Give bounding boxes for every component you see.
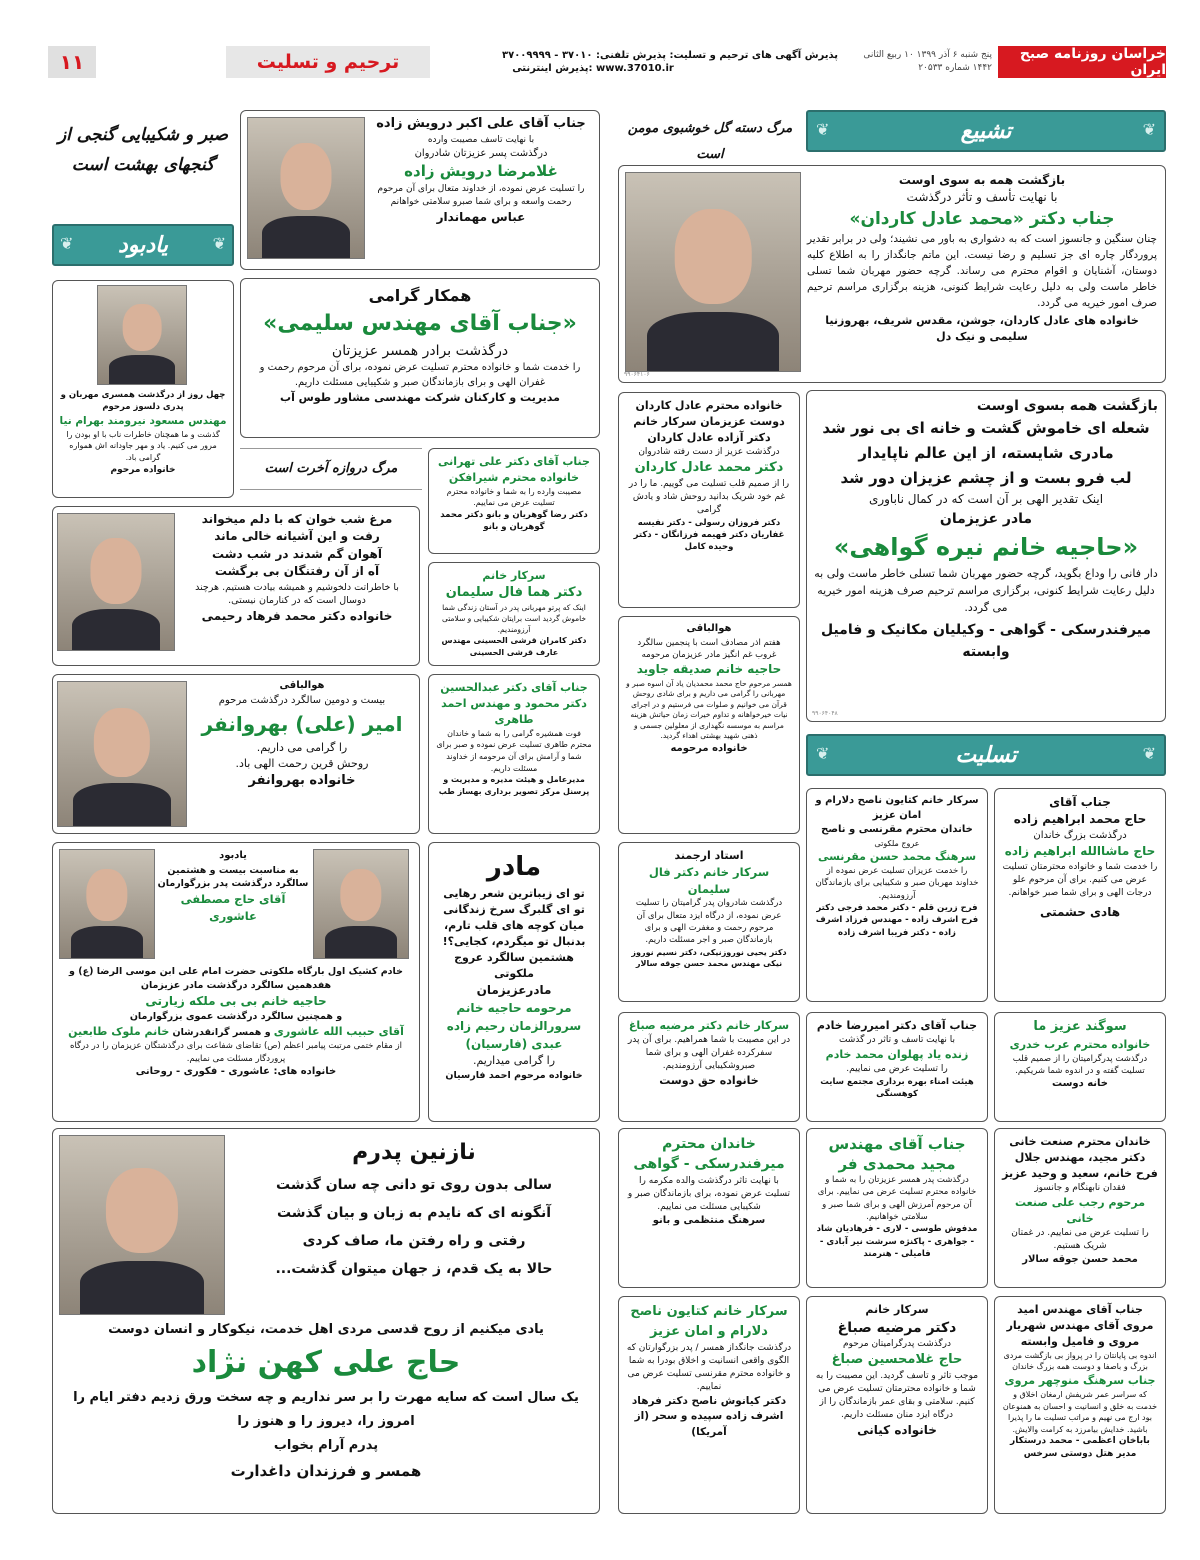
ad-text: در این مصیبت با شما همراهیم. برای آن پدر سفرکرده غفران الهی و برای شما صبروشکیبایی آرزومندیم. bbox=[627, 1034, 791, 1072]
page-header bbox=[48, 46, 1166, 78]
recipient-name: دکتر مرضیه صباغ bbox=[837, 1319, 957, 1336]
ad-text: از مقام ختمی مرتبت پیامبر اعظم (ص) تقاضای شفاعت برای درگذشتگان عزیزمان را در درگاه پروردگار مسئلت می نماییم. bbox=[69, 1041, 402, 1064]
ad-line: چهل روز از درگذشت همسری مهربان و پدری دلسوز مرحوم bbox=[60, 390, 226, 413]
right-ornament-icon: ❦ bbox=[1142, 744, 1156, 763]
ad-signature: باباخان اعظمی - محمد درستکار مدیر هتل دوستی سرخس bbox=[1010, 1436, 1150, 1460]
ad-text: با خاطراتت دلخوشیم و همیشه بیادت هستیم. هرچند دوسال است که در کنارمان نیستی. bbox=[195, 581, 399, 607]
ad-text: را تسلیت عرض نموده، از خداوند متعال برای آن مرحوم رحمت واسعه و برای شما صبرو سلامتی خواهانم bbox=[377, 184, 585, 208]
ad-text: را خدمت عزیزان تسلیت عرض نموده از خداوند مهربان صبر و شکیبایی برای بازماندگان آرزومندیم. bbox=[815, 866, 979, 901]
ad-line: به مناسبت بیست و هشتمین سالگرد درگذشت پدر بزرگوارمان bbox=[157, 864, 309, 890]
ad-line: همکار گرامی bbox=[368, 286, 472, 305]
poem-line: رفتی و راه رفتن ما، صاف کردی bbox=[302, 1233, 526, 1249]
yadbood-label: یادبود bbox=[118, 232, 168, 258]
recipient-name: جناب آقای علی اکبر درویش زاده bbox=[376, 116, 586, 131]
ad-signature: مدفوش طوسی - لاری - فرهادیان شاد - جواهری - پاکنژه سرشت نیر آبادی - فامیلی - هنرمند bbox=[816, 1224, 978, 1259]
ad-marvi bbox=[994, 1296, 1166, 1514]
tasliyat-label: تسلیت bbox=[955, 742, 1017, 768]
ad-text: هفتم اذر مصادف است با پنجمین سالگرد غروب غم انگیز مادر عزیزمان مرحومه bbox=[637, 637, 781, 660]
right-ornament-icon: ❦ bbox=[1142, 120, 1156, 139]
ad-soleyman-teacher bbox=[618, 842, 800, 1002]
ad-text: را خدمت شما و خانواده محترمتان تسلیت عرض می کنیم. برای آن مرحوم علو درجات الهی و برای شما صبر خواهانم. bbox=[1002, 861, 1158, 898]
photo-deceased bbox=[59, 1135, 225, 1315]
recipient-name: سرکار خانم دکتر فال سلیمان bbox=[648, 864, 770, 896]
ad-signature: میرفندرسکی - گواهی - وکیلیان مکانیک و فامیل وابسته bbox=[820, 621, 1152, 660]
ad-sabagh-kiani bbox=[806, 1296, 988, 1514]
ad-line: یادبود bbox=[219, 850, 247, 861]
ad-line: مادرعزیزمان bbox=[476, 982, 552, 997]
photo-deceased-2 bbox=[59, 849, 155, 959]
ad-line: خانواده محترم شیرافکن bbox=[448, 470, 580, 484]
ad-javid-anniversary bbox=[618, 616, 800, 834]
deceased-name: دکتر محمد عادل کاردان bbox=[634, 459, 784, 475]
ad-signature: خانواده بهروانفر bbox=[248, 772, 356, 788]
deceased-name: جناب سرهنگ منوچهر مروی bbox=[1004, 1374, 1156, 1387]
recipient-name: جناب آقای مهندس امید مروی آقای مهندس شهریار مروی و فامیل وابسته bbox=[1006, 1303, 1154, 1348]
ad-line: فقدان نابهنگام و جانسوز bbox=[1034, 1182, 1126, 1193]
ad-line: را گرامی می داریم. bbox=[256, 741, 348, 754]
recipient-name: حاج محمد ابراهیم زاده bbox=[1013, 812, 1147, 827]
ad-line: سرکار خانم bbox=[865, 1303, 929, 1316]
ad-signature: خانواده کیانی bbox=[857, 1423, 937, 1438]
ad-line: جناب آقای bbox=[1049, 795, 1111, 809]
ad-salimi bbox=[240, 278, 600, 438]
ad-signature: سرهنگ منتظمی و بانو bbox=[652, 1214, 766, 1226]
ad-title: نازنین پدرم bbox=[352, 1140, 476, 1165]
recipient-name: سرکار خانم دکتر مرضیه صباغ bbox=[628, 1019, 790, 1032]
poem-line: تو ای گلبرگ سرخ زندگانی bbox=[443, 902, 585, 916]
ad-line: خاندان محترم صنعت خانی bbox=[1009, 1135, 1151, 1148]
ad-signature: دکتر کیانوش ناصح دکتر فرهاد اشرف زاده سپیده و سحر (از آمریکا) bbox=[631, 1395, 787, 1438]
recipient-name: سرکار خانم کتایون ناصح دلارام و امان عزیز bbox=[630, 1304, 788, 1339]
ad-text: را تسلیت عرض می نماییم. bbox=[846, 1063, 948, 1074]
right-ornament-icon: ❦ bbox=[212, 234, 226, 253]
ad-arab-khedri bbox=[994, 1012, 1166, 1122]
poem-line: آنگونه ای که نایدم به زبان و بیان گذشت bbox=[276, 1205, 552, 1221]
ad-taheri bbox=[428, 674, 600, 834]
headline-patience-treasure: صبر و شکیبایی گنجی از گنجهای بهشت است bbox=[52, 110, 234, 216]
ad-text: و همسر گرانقدرشان bbox=[172, 1026, 271, 1038]
yadbood-banner bbox=[52, 224, 234, 266]
deceased-name: غلامرضا درویش زاده bbox=[404, 162, 558, 181]
ad-signature: دکتر یحیی نوروزنیکی، دکتر نسیم نوروز نیکی مهندس محمد حسن جوقه سالار bbox=[631, 947, 787, 969]
deceased-name: حاج غلامحسین صباغ bbox=[831, 1352, 963, 1368]
ad-kardan-friends bbox=[618, 392, 800, 608]
ad-signature: محمد حسن جوقه سالار bbox=[1022, 1253, 1138, 1265]
page-number: ۱۱ bbox=[48, 46, 96, 78]
ad-text: موجب تاثر و تاسف گردید. این مصیبت را به شما و خانواده محترمتان تسلیت عرض می کنیم. سلامتی و بقای عمر بازماندگان را از درگاه ایزد منان مسئلت داریم. bbox=[815, 1371, 979, 1421]
deceased-name: آقای حبیب الله عاشوری bbox=[273, 1024, 404, 1038]
newspaper-logo: خراسان روزنامه صبح ایران bbox=[998, 46, 1166, 78]
ad-kardan-funeral: بازگشت همه به سوی اوست با نهایت تأسف و تأثر درگذشت جناب دکتر «محمد عادل کاردان» چنان سنگین و جانسوز است که به دشواری به باور می نشیند؛ ولی در برابر تقدیر پروردگار چاره ای جز تسلیم و رضا نیست. این ماتم جانگداز را به اطلاع کلیه دوستان، آشنایان و اقوام محترم می رساند. گرچه حضور مهربان شما تسلی خاطر ماست ولی به دلیل رعایت شرایط کنونی، هزینه برگزاری مراسم ترحیم صرف امور خیریه می گردد. خانواده های عادل کاردان، جوشن، مقدس شریف، بهروزنیا سلیمی و نیک دل ۹۹۰۶۴۱۰۶ bbox=[618, 165, 1166, 383]
ad-line: اینک تقدیر الهی بر آن است که در کمال ناباوری bbox=[868, 492, 1104, 507]
ad-line: درگذشت عزیز از دست رفته شادروان bbox=[638, 446, 780, 457]
ad-signature: خانواده های عادل کاردان، جوشن، مقدس شریف، بهروزنیا سلیمی و نیک دل bbox=[825, 313, 1139, 343]
photo-deceased bbox=[57, 513, 175, 651]
ad-line: روحش قرین رحمت الهی باد. bbox=[235, 756, 369, 770]
poem-line: حالا به یک قدم، ز جهان میتوان گذشت... bbox=[275, 1261, 553, 1277]
recipient-name: جناب آقای مهندس مجید محمدی فر bbox=[828, 1135, 966, 1173]
ad-text: مصیبت وارده را به شما و خانواده محترم تسلیت عرض می نماییم. bbox=[446, 486, 582, 508]
poem-line: مرغ شب خوان که با دلم میخواند bbox=[201, 512, 393, 526]
poem-line: بدنبال تو میگردم، کجایی؟! bbox=[442, 934, 586, 948]
ad-text: امروز را، دیروز را و هنوز را bbox=[237, 1413, 415, 1429]
ad-line: بازگشت همه به سوی اوست bbox=[898, 173, 1066, 187]
ad-signature: همسر و فرزندان داغدارت bbox=[230, 1461, 422, 1480]
deceased-name: سرهنگ محمد حسن مقرنسی bbox=[817, 850, 977, 864]
ad-text: که سراسر عمر شریفش ارمغان اخلاق و خدمت به خلق و انسانیت و احسان به همنوعان بود ارج می نهیم و مراتب تسلیت ما را پذیرا باشید. خدایش بیامرزد به کرامت والایش. bbox=[1002, 1389, 1158, 1434]
deceased-name: حاجیه خانم بی بی ملکه زیارتی bbox=[145, 993, 327, 1008]
ad-line: با نهایت تاسف مصیبت وارده bbox=[427, 134, 535, 145]
ad-line: بازگشت همه بسوی اوست bbox=[976, 398, 1158, 414]
ad-naseh-moghrensi bbox=[806, 788, 988, 1002]
poem-line: سالی بدون روی تو دانی چه سان گذشت bbox=[276, 1177, 552, 1193]
deceased-name: امیر (علی) بهروانفر bbox=[201, 712, 403, 736]
deceased-name: حاجیه خانم صدیقه جاوید bbox=[636, 662, 782, 677]
ad-line: را گرامی میداریم. bbox=[472, 1054, 556, 1068]
ad-line: درگذشت پدرگرامیتان مرحوم bbox=[843, 1339, 951, 1350]
ad-line: بیست و دومین سالگرد درگذشت مرحوم bbox=[218, 694, 386, 706]
ad-khadem bbox=[806, 1012, 988, 1122]
ad-line: خاندان محترم مقرنسی و ناصح bbox=[821, 824, 973, 835]
ad-line: هشتمین سالگرد عروج ملکوتی bbox=[454, 950, 574, 980]
photo-deceased bbox=[97, 285, 187, 385]
ad-line: سوگند عزیز ما bbox=[1033, 1019, 1127, 1034]
ad-mirfendereski bbox=[618, 1128, 800, 1288]
ad-ashouri bbox=[52, 842, 420, 1122]
deceased-name: «حاجیه خانم نیره گواهی» bbox=[833, 532, 1139, 561]
ad-text: فوت همشیره گرامی را به شما و خاندان محترم طاهری تسلیت عرض نموده و صبر برای شما و آرامش برای آن مرحومه از خداوند مسئلت داریم. bbox=[436, 728, 592, 773]
ad-line: یادی میکنیم از روح قدسی مردی اهل خدمت، نیکوکار و انسان دوست bbox=[108, 1322, 544, 1337]
ad-madar-farsian bbox=[428, 842, 600, 1122]
ad-text: گذشت و ما همچنان خاطرات ناب با او بودن را مرور می کنیم. یاد و مهر جاودانه اش همواره گرامی باد. bbox=[66, 429, 220, 463]
recipient-name: خانواده محترم عرب خدری bbox=[1009, 1037, 1151, 1051]
deceased-name: مهندس مسعود نیرومند بهرام نیا bbox=[59, 414, 227, 427]
ad-kohannejad bbox=[52, 1128, 600, 1514]
ad-text: و همچنین سالگرد درگذشت عموی بزرگوارمان bbox=[129, 1010, 343, 1022]
recipient-name: میرفندرسکی - گواهی bbox=[633, 1156, 785, 1173]
ad-line: خانواده محترم عادل کاردان bbox=[635, 399, 783, 412]
recipient-name: جناب آقای دکتر عبدالحسین bbox=[440, 681, 588, 694]
ad-reception-phone: پذیرش آگهی های ترحیم و تسلیت: پذیرش تلفنی: ۳۷۰۱۰ - ۳۷۰۰۹۹۹۹ bbox=[502, 50, 838, 61]
ad-text: درگذشت پدرگرامیتان را از صمیم قلب تسلیت گفته و در اندوه شما شریکیم. bbox=[1012, 1053, 1148, 1077]
ad-signature: خانواده مرحوم bbox=[110, 464, 176, 475]
recipient-name: «جناب آقای مهندس سلیمی» bbox=[263, 311, 577, 337]
ad-line: عروج ملکوتی bbox=[874, 838, 920, 848]
ad-bahramnia bbox=[52, 280, 234, 498]
photo-deceased bbox=[247, 117, 365, 259]
left-ornament-icon: ❦ bbox=[816, 744, 830, 763]
ad-signature: دکتر کامران قرشی الحسینی مهندس عارف قرشی الحسینی bbox=[441, 636, 587, 657]
ad-rahimi bbox=[52, 506, 420, 666]
ad-line: درگذشت پسر عزیزتان شادروان bbox=[414, 147, 548, 159]
tasliyat-banner bbox=[806, 734, 1166, 776]
ad-line: مادر عزیزمان bbox=[939, 510, 1033, 527]
ad-signature: هیئت امناء بهره برداری مجتمع سایت کوهسنگی bbox=[820, 1076, 974, 1100]
ad-signature: خانواده حق دوست bbox=[659, 1074, 759, 1088]
ad-signature: فرح زرین قلم - دکتر محمد فرجی دکتر فرح اشرف زاده - مهندس فرزاد اشرف زاده - دکتر فریبا اشرف زاده bbox=[815, 902, 979, 938]
ad-signature: خانواده های: عاشوری - فکوری - روحانی bbox=[135, 1065, 337, 1077]
ad-tehrani bbox=[428, 448, 600, 554]
ad-gavahi-mother: بازگشت همه بسوی اوست شعله ای خاموش گشت و خانه ای بی نور شد مادری شایسته، از این عالم ناپایدار لب فرو بست و از چشم عزیزان دور شد اینک تقدیر الهی بر آن است که در کمال ناباوری مادر عزیزمان «حاجیه خانم نیره گواهی» دار فانی را وداع بگوید، گرچه حضور مهربان شما تسلی خاطر ماست ولی به دلیل رعایت شرایط کنونی، برگزاری مراسم ترحیم صرف هزینه امور خیریه می گردد. میرفندرسکی - گواهی - وکیلیان مکانیک و فامیل وابسته ۹۹۰۶۴۰۴۸ bbox=[806, 390, 1166, 722]
ad-ebrahimzadeh bbox=[994, 788, 1166, 1002]
recipient-name: جناب آقای دکتر امیررضا خادم bbox=[816, 1019, 978, 1032]
poem-line: آهوان گم شدند در شب دشت bbox=[212, 546, 382, 561]
ad-text: پدرم آرام بخواب bbox=[273, 1437, 379, 1453]
ad-line: با نهایت تاسف و تاثر در گذشت bbox=[838, 1034, 956, 1045]
left-ornament-icon: ❦ bbox=[816, 120, 830, 139]
recipient-name: سرکار خانم کتایون ناصح دلارام و امان عزیز bbox=[815, 795, 979, 821]
ad-darvish bbox=[240, 110, 600, 270]
photo-deceased bbox=[625, 172, 801, 372]
ad-line: هوالباقی bbox=[686, 623, 732, 634]
deceased-name: زنده یاد پهلوان محمد خادم bbox=[825, 1047, 969, 1061]
ad-line: با نهایت تأسف و تأثر درگذشت bbox=[906, 190, 1058, 205]
ad-naseh-sisters bbox=[618, 1296, 800, 1514]
ad-signature: دکتر رضا گوهریان و بانو دکتر محمد گوهریان و بانو bbox=[440, 510, 588, 533]
ad-text: درگذشت پدر همسر عزیزتان را به شما و خانواده محترم تسلیت عرض می نماییم. برای آن مرحوم آمرزش الهی و برای شما صبر و سلامتی خواهانیم. bbox=[817, 1175, 977, 1222]
ad-bahravanfar bbox=[52, 674, 420, 834]
recipient-name: دوست عزیزمان سرکار خانم دکتر آزاده عادل کاردان bbox=[633, 414, 785, 444]
ad-text: چنان سنگین و جانسوز است که به دشواری به باور می نشیند؛ ولی در برابر تقدیر پروردگار چاره ای جز تسلیم و رضا نیست. این ماتم جانگداز را به اطلاع کلیه دوستان، آشنایان و اقوام محترم می رساند. گرچه حضور مهربان شما تسلی خاطر ماست ولی به دلیل رعایت شرایط کنونی، هزینه برگزاری مراسم ترحیم صرف امور خیریه می گردد. bbox=[807, 232, 1157, 309]
ad-homa-soleyman bbox=[428, 562, 600, 666]
recipient-name: دکتر مجید، مهندس جلال فرح خانم، سعید و وحید عزیز bbox=[1002, 1150, 1158, 1180]
ad-line: هوالباقی bbox=[279, 680, 325, 691]
poem-line: مادری شایسته، از این عالم ناپایدار bbox=[858, 444, 1114, 463]
deceased-name: مرحوم رجب علی صنعت خانی bbox=[1014, 1195, 1146, 1225]
section-title: ترحیم و تسلیت bbox=[226, 46, 430, 78]
ad-line: درگذشت برادر همسر عزیزتان bbox=[331, 343, 509, 360]
poem-line: شعله ای خاموش گشت و خانه ای بی نور شد bbox=[822, 419, 1150, 438]
ad-text: اینک که پرتو مهربانی پدر در آستان زندگی شما خاموش گردید است برایتان شکیبایی و سلامتی آرزومندیم. bbox=[441, 602, 587, 634]
ad-signature: خانه دوست bbox=[1051, 1078, 1109, 1090]
deceased-name: حاج ماشاالله ابراهیم زاده bbox=[1004, 844, 1156, 859]
deceased-name: آقای حاج مصطفی عاشوری bbox=[180, 892, 286, 923]
ad-line: سرکار خانم bbox=[482, 569, 546, 582]
ad-signature: هادی حشمتی bbox=[1039, 904, 1121, 919]
ad-text: همسر مرحوم حاج محمد محمدیان یاد آن اسوه صبر و مهربانی را گرامی می داریم و برای شادی روحش قرآن می خوانیم و صلوات می فرستیم و در اجرای نیات خیرخواهانه و تداوم خیرات زمان حیاتش هزینه مراسم به موسسه نگهداری از معلولین جسمی و ذهنی شهید بهشتی اهداء گردید. bbox=[626, 678, 792, 741]
ad-mohammadifar bbox=[806, 1128, 988, 1288]
headline-gate-of-hereafter: مرگ دروازه آخرت است bbox=[240, 448, 422, 490]
deceased-name: جناب دکتر «محمد عادل کاردان» bbox=[849, 208, 1115, 229]
headline-fragrant-flower: مرگ دسته گل خوشبوی مومن است bbox=[618, 116, 802, 168]
ad-text: درگذشت شادروان پدر گرامیتان را تسلیت عرض نموده، از درگاه ایزد متعال برای آن مرحوم رحمت و مغفرت الهی و برای بازماندگان صبر و اجر مسئلت داریم. bbox=[635, 898, 783, 946]
ad-signature: عباس مهماندار bbox=[436, 210, 526, 225]
ad-text: را از صمیم قلب تسلیت می گوییم. ما را در غم خود شریک بدانید روحش شاد و یادش گرامی bbox=[628, 478, 790, 515]
ad-text: دار فانی را وداع بگوید، گرچه حضور مهربان شما تسلی خاطر ماست ولی به دلیل رعایت شرایط کنونی، برگزاری مراسم ترحیم صرف هزینه امور خیریه می گردد. bbox=[814, 566, 1158, 614]
ad-text: با نهایت تاثر درگذشت والده مکرمه را تسلیت عرض نموده، برای بازماندگان صبر و شکیبایی مسئلت می نماییم. bbox=[627, 1175, 791, 1212]
deceased-name: حاج علی کهن نژاد bbox=[191, 1344, 461, 1380]
recipient-name: جناب آقای دکتر علی تهرانی bbox=[438, 455, 590, 468]
ad-sabagh-haghdoust bbox=[618, 1012, 800, 1122]
ad-signature: مدیرعامل و هیئت مدیره و مدیریت و پرسنل مرکز تصویر برداری بهساز طب bbox=[438, 775, 590, 796]
ad-signature: دکتر فروزان رسولی - دکتر نفیسه غفاریان دکتر فهیمه فرزانگان - دکتر وحیده کامل bbox=[633, 517, 785, 553]
ad-signature: مدیریت و کارکنان شرکت مهندسی مشاور طوس آب bbox=[280, 391, 560, 405]
ad-line: درگذشت بزرگ خاندان bbox=[1033, 829, 1127, 841]
poem-line: میان کوچه های قلب تارم، bbox=[443, 918, 585, 932]
deceased-name: خانم ملوک طابعین bbox=[68, 1024, 170, 1038]
ad-signature: خانواده مرحومه bbox=[670, 742, 748, 754]
ad-text: را تسلیت عرض می نماییم. در غمتان شریک هستیم. bbox=[1011, 1227, 1149, 1251]
ad-text: درگذشت جانگداز همسر / پدر بزرگوارتان که الگوی واقعی انسانیت و اخلاق بودرا به شما و خانواده محترم مقرنسی تسلیت عرض می نماییم. bbox=[626, 1343, 792, 1393]
ad-sanatkhani bbox=[994, 1128, 1166, 1288]
recipient-name: دکتر هما فال سلیمان bbox=[445, 584, 583, 600]
ad-reception-web: پذیرش اینترنتی: www.37010.ir bbox=[512, 63, 674, 74]
ad-text: را خدمت شما و خانواده محترم تسلیت عرض نموده، برای آن مرحوم رحمت و غفران الهی و برای بازماندگان صبر و شکیبایی مسئلت داریم. bbox=[259, 362, 581, 388]
poem-line: آه از آن رفتنگان بی برگشت bbox=[214, 564, 380, 579]
ad-text: یک سال است که سایه مهرت را بر سر نداریم و چه سخت ورق زدیم دفتر ایام را bbox=[73, 1389, 579, 1405]
ad-line: خاندان محترم bbox=[662, 1136, 756, 1152]
ad-signature: خانواده دکتر محمد فرهاد رحیمی bbox=[201, 609, 393, 624]
ad-text: اندوه بی پایانتان را در پرواز بی بازگشت مردی بزرگ و باصفا و دوست همه بزرگ خاندان bbox=[1003, 1350, 1157, 1372]
issue-date: پنج شنبه ۶ آذر ۱۳۹۹ ۱۰ ربیع الثانی ۱۴۴۲ شماره ۲۰۵۳۳ bbox=[863, 50, 992, 73]
ad-title: مادر bbox=[486, 852, 542, 882]
poem-line: لب فرو بست و از چشم عزیزان دور شد bbox=[840, 469, 1132, 488]
ad-text: خادم کشیک اول بارگاه ملکوتی حضرت امام علی ابن موسی الرضا (ع) و هفدهمین سالگرد درگذشت مادر عزیزمان bbox=[69, 966, 403, 991]
ad-line: استاد ارجمند bbox=[674, 849, 744, 862]
deceased-name: مرحومه حاجیه خانم سرورالزمان رحیم زاده عبدی (فارسیان) bbox=[446, 1001, 582, 1052]
tashyi-label: تشییع bbox=[960, 118, 1012, 144]
photo-deceased-1 bbox=[313, 849, 409, 959]
ad-signature: خانواده مرحوم احمد فارسیان bbox=[445, 1069, 583, 1081]
recipient-name-2: دکتر محمود و مهندس احمد طاهری bbox=[441, 696, 587, 726]
photo-deceased bbox=[57, 681, 187, 827]
tashyi-banner bbox=[806, 110, 1166, 152]
left-ornament-icon: ❦ bbox=[60, 234, 74, 253]
poem-line: رفت و این آشیانه خالی ماند bbox=[214, 529, 380, 544]
poem-line: تو ای زیباترین شعر رهایی bbox=[443, 887, 585, 900]
